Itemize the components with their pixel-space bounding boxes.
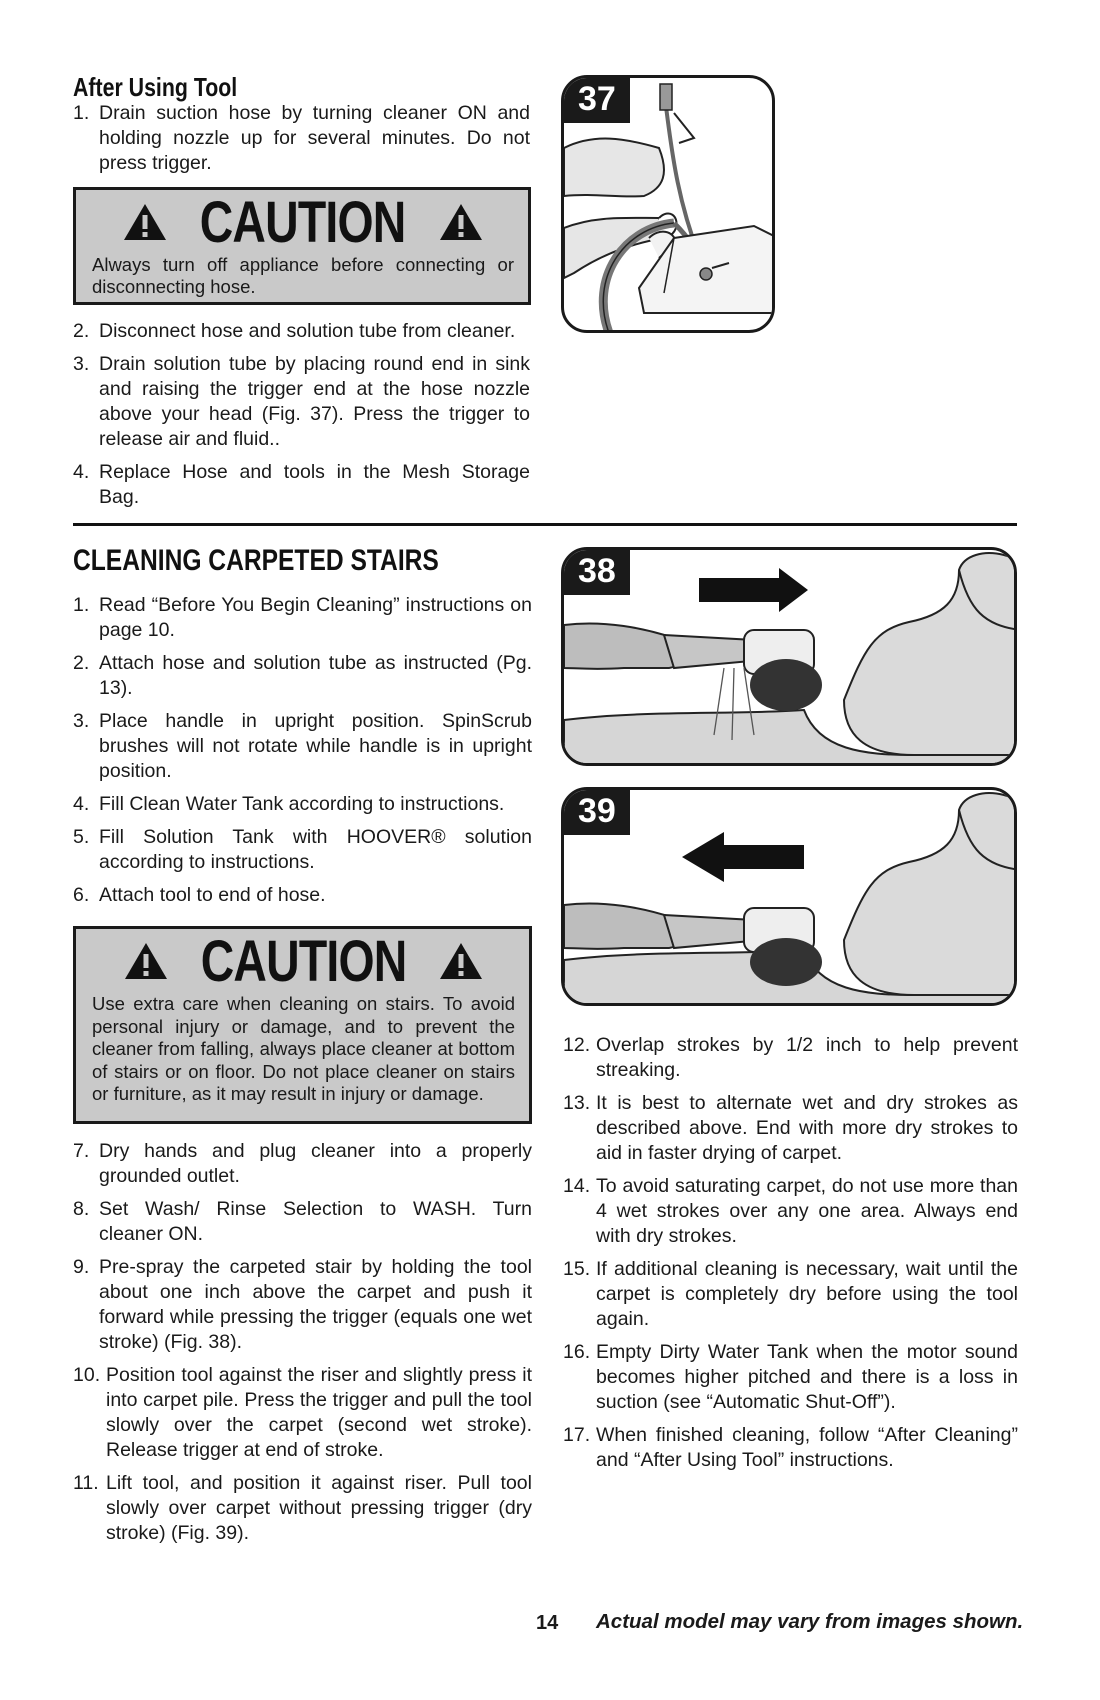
step-text: Empty Dirty Water Tank when the motor sound becomes higher pitched and there is a loss in suction (see “Automatic Shut-Off”). xyxy=(596,1341,1018,1413)
caution-box-stairs xyxy=(73,926,532,1124)
page-number: 14 xyxy=(536,1612,559,1634)
step-text: Replace Hose and tools in the Mesh Storage Bag. xyxy=(99,461,530,508)
step-number: 12. xyxy=(563,1034,591,1056)
step-number: 6. xyxy=(73,884,90,906)
step-text: It is best to alternate wet and dry strokes as described above. End with more dry strokes to aid in faster drying of carpet. xyxy=(596,1092,1018,1164)
caution-body-text: Use extra care when cleaning on stairs. To avoid personal injury or damage, and to prevent the cleaner from falling, always place cleaner at bottom of stairs or on floor. Do not place cleaner on stairs or furniture, as it may result in injury or damage. xyxy=(92,993,515,1104)
list-item xyxy=(73,1471,532,1546)
step-number: 5. xyxy=(73,826,90,848)
stairs-steps-part3 xyxy=(563,1033,1018,1481)
step-text: When finished cleaning, follow “After Cleaning” and “After Using Tool” instructions. xyxy=(596,1424,1018,1471)
list-item xyxy=(73,460,530,510)
list-item xyxy=(73,1363,532,1463)
step-text: Overlap strokes by 1/2 inch to help prevent streaking. xyxy=(596,1034,1018,1081)
caution-title-row xyxy=(92,190,514,254)
step-number: 8. xyxy=(73,1198,90,1220)
pre-spray-illustration xyxy=(564,550,1017,766)
step-text: To avoid saturating carpet, do not use more than 4 wet strokes over any one area. Always end with dry strokes. xyxy=(596,1175,1018,1247)
step-text: Position tool against the riser and slightly press it into carpet pile. Press the trigger and pull the tool slowly over the carpet (second wet stroke). Release trigger at end of stroke. xyxy=(106,1364,532,1461)
list-item xyxy=(73,1139,532,1189)
list-item xyxy=(563,1033,1018,1083)
step-text: Disconnect hose and solution tube from cleaner. xyxy=(99,320,516,342)
list-item xyxy=(73,1197,532,1247)
step-number: 3. xyxy=(73,353,90,375)
step-number: 1. xyxy=(73,102,90,124)
figure-39-dry-stroke xyxy=(561,787,1017,1006)
step-number: 2. xyxy=(73,320,90,342)
list-item xyxy=(73,651,532,701)
list-item xyxy=(73,319,530,344)
list-item xyxy=(563,1257,1018,1332)
list-item xyxy=(73,825,532,875)
step-text: Pre-spray the carpeted stair by holding the tool about one inch above the carpet and push it forward while pressing the trigger (equals one wet stroke) (Fig. 38). xyxy=(99,1256,532,1353)
step-text: Fill Clean Water Tank according to instructions. xyxy=(99,793,505,815)
step-number: 11. xyxy=(73,1472,99,1494)
step-number: 13. xyxy=(563,1092,591,1114)
step-number: 7. xyxy=(73,1140,90,1162)
step-number: 10. xyxy=(73,1364,101,1386)
caution-title-row xyxy=(92,929,515,993)
list-item xyxy=(73,352,530,452)
caution-body-text: Always turn off appliance before connecting or disconnecting hose. xyxy=(92,254,514,297)
section-heading-cleaning-carpeted-stairs: CLEANING CARPETED STAIRS xyxy=(73,544,439,577)
stairs-steps-part2 xyxy=(73,1139,532,1554)
step-number: 15. xyxy=(563,1258,591,1280)
step-text: If additional cleaning is necessary, wait until the carpet is completely dry before using the tool again. xyxy=(596,1258,1018,1330)
warning-triangle-icon xyxy=(438,202,484,242)
list-item xyxy=(563,1423,1018,1473)
step-text: Attach tool to end of hose. xyxy=(99,884,326,906)
caution-box-hose xyxy=(73,187,531,305)
step-text: Dry hands and plug cleaner into a properly grounded outlet. xyxy=(99,1140,532,1187)
step-text: Fill Solution Tank with HOOVER® solution according to instructions. xyxy=(99,826,532,873)
list-item xyxy=(73,593,532,643)
warning-triangle-icon xyxy=(122,202,168,242)
step-text: Set Wash/ Rinse Selection to WASH. Turn cleaner ON. xyxy=(99,1198,532,1245)
figure-label: 38 xyxy=(564,550,630,595)
list-item xyxy=(73,792,532,817)
stairs-steps-part1 xyxy=(73,593,532,916)
footer-disclaimer: Actual model may vary from images shown. xyxy=(596,1610,1024,1633)
step-text: Drain suction hose by turning cleaner ON and holding nozzle up for several minutes. Do not press trigger. xyxy=(99,102,530,174)
after-using-tool-steps-part2 xyxy=(73,319,530,518)
dry-stroke-illustration xyxy=(564,790,1017,1006)
step-number: 9. xyxy=(73,1256,90,1278)
figure-37-drain-tube xyxy=(561,75,775,333)
list-item xyxy=(563,1091,1018,1166)
after-using-tool-steps-part1 xyxy=(73,101,530,184)
warning-triangle-icon xyxy=(123,941,169,981)
step-number: 4. xyxy=(73,793,90,815)
list-item xyxy=(563,1174,1018,1249)
list-item xyxy=(73,883,532,908)
caution-title: CAUTION xyxy=(200,928,407,994)
figure-label: 37 xyxy=(564,78,630,123)
warning-triangle-icon xyxy=(438,941,484,981)
step-text: Lift tool, and position it against riser. Pull tool slowly over carpet without pressing trigger (dry stroke) (Fig. 39). xyxy=(106,1472,532,1544)
step-number: 3. xyxy=(73,710,90,732)
list-item xyxy=(73,1255,532,1355)
section-heading-after-using-tool: After Using Tool xyxy=(73,72,238,102)
figure-38-pre-spray-stair xyxy=(561,547,1017,766)
step-number: 14. xyxy=(563,1175,591,1197)
step-number: 16. xyxy=(563,1341,591,1363)
step-number: 1. xyxy=(73,594,90,616)
step-text: Read “Before You Begin Cleaning” instructions on page 10. xyxy=(99,594,532,641)
step-number: 17. xyxy=(563,1424,591,1446)
step-number: 4. xyxy=(73,461,90,483)
list-item xyxy=(73,101,530,176)
list-item xyxy=(73,709,532,784)
list-item xyxy=(563,1340,1018,1415)
step-number: 2. xyxy=(73,652,90,674)
section-divider xyxy=(73,523,1017,526)
caution-title: CAUTION xyxy=(200,189,406,255)
step-text: Place handle in upright position. SpinScrub brushes will not rotate while handle is in upright position. xyxy=(99,710,532,782)
figure-label: 39 xyxy=(564,790,630,835)
step-text: Attach hose and solution tube as instructed (Pg. 13). xyxy=(99,652,532,699)
step-text: Drain solution tube by placing round end in sink and raising the trigger end at the hose nozzle above your head (Fig. 37). Press the trigger to release air and fluid.. xyxy=(99,353,530,450)
